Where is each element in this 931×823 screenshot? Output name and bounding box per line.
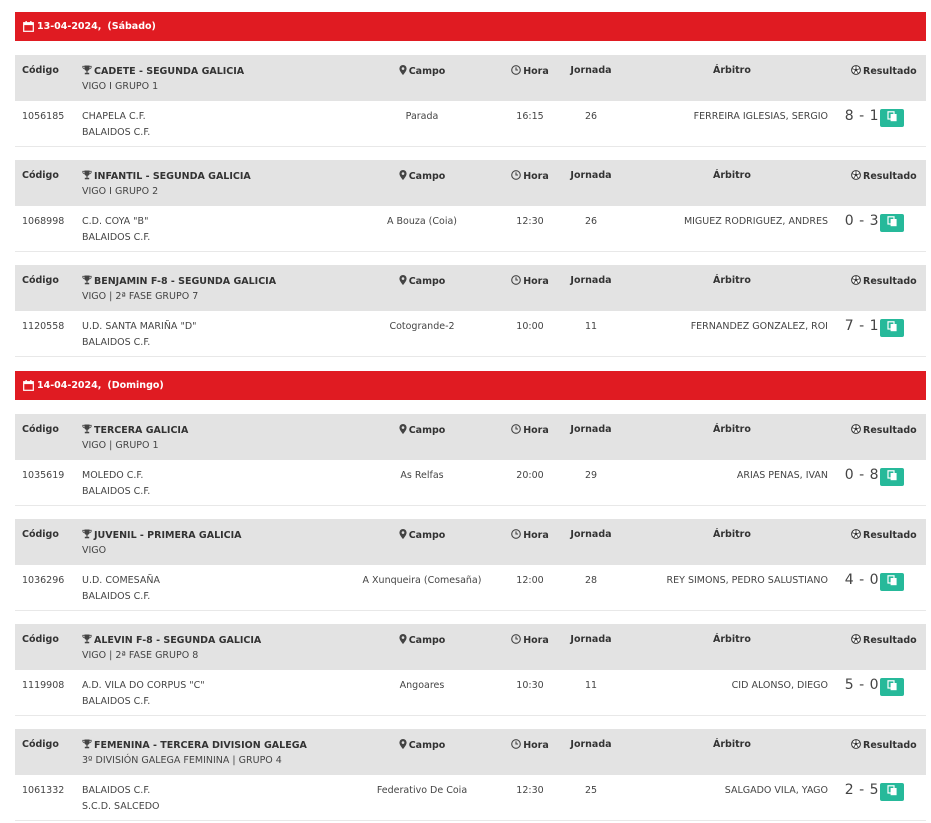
map-marker-icon (399, 529, 407, 542)
hora-header (510, 170, 550, 183)
copy-icon (887, 321, 898, 335)
campo-header-label: Campo (408, 530, 446, 541)
hora-value: 10:00 (516, 321, 544, 332)
away-team: BALAIDOS C.F. (82, 696, 151, 707)
resultado-header (851, 424, 917, 437)
date-header (15, 12, 926, 41)
jornada-header: Jornada (570, 424, 612, 435)
campo-value: Parada (405, 111, 439, 122)
competition-name: JUVENIL - PRIMERA GALICIA (94, 530, 242, 541)
arbitro-value: MIGUEZ RODRIGUEZ, ANDRES (683, 216, 828, 227)
competition-title (82, 634, 261, 647)
map-marker-icon (399, 275, 407, 288)
hora-header (510, 739, 550, 752)
jornada-value: 25 (584, 785, 598, 796)
campo-header-label: Campo (408, 66, 446, 77)
match-block (15, 265, 926, 357)
campo-header-label: Campo (408, 635, 446, 646)
soccer-ball-icon (851, 739, 861, 752)
soccer-ball-icon (851, 65, 861, 78)
result-score: 5 - 0 (844, 677, 879, 693)
jornada-value: 28 (584, 575, 598, 586)
arbitro-header: Árbitro (713, 275, 751, 286)
campo-header (348, 275, 496, 288)
calendar-icon (23, 380, 34, 391)
home-team: U.D. COMESAÑA (82, 575, 160, 586)
match-code: 1035619 (22, 470, 65, 481)
campo-header-label: Campo (408, 171, 446, 182)
competition-title (82, 529, 242, 542)
soccer-ball-icon (851, 634, 861, 647)
jornada-header: Jornada (570, 275, 612, 286)
campo-header-label: Campo (408, 276, 446, 287)
spacer (15, 611, 926, 624)
match-header-row (15, 55, 926, 101)
result-score: 0 - 3 (844, 213, 879, 229)
copy-icon (887, 470, 898, 484)
match-header-row (15, 624, 926, 670)
map-marker-icon (399, 424, 407, 437)
hora-value: 12:30 (516, 785, 544, 796)
hora-value: 20:00 (516, 470, 544, 481)
away-team: BALAIDOS C.F. (82, 337, 151, 348)
spacer (15, 147, 926, 160)
home-team: BALAIDOS C.F. (82, 785, 151, 796)
match-row (15, 775, 926, 821)
spacer (15, 252, 926, 265)
campo-value: Federativo De Coia (376, 785, 468, 796)
resultado-header (851, 275, 917, 288)
copy-result-button[interactable] (880, 319, 904, 337)
trophy-icon (82, 634, 92, 647)
result-score: 8 - 1 (844, 108, 879, 124)
match-row (15, 311, 926, 357)
trophy-icon (82, 529, 92, 542)
date-text: 13-04-2024, (37, 21, 102, 32)
weekday-text: (Sábado) (107, 21, 156, 32)
clock-icon (511, 424, 521, 437)
campo-value: Cotogrande-2 (389, 321, 455, 332)
jornada-header: Jornada (570, 170, 612, 181)
campo-header (348, 424, 496, 437)
resultado-header (851, 739, 917, 752)
arbitro-header: Árbitro (713, 634, 751, 645)
codigo-header: Código (22, 634, 59, 645)
copy-result-button[interactable] (880, 468, 904, 486)
soccer-ball-icon (851, 424, 861, 437)
competition-group: VIGO | 2ª FASE GRUPO 8 (82, 650, 199, 661)
trophy-icon (82, 65, 92, 78)
competition-name: ALEVIN F-8 - SEGUNDA GALICIA (94, 635, 262, 646)
resultado-header-label: Resultado (863, 276, 917, 287)
competition-group: VIGO | 2ª FASE GRUPO 7 (82, 291, 199, 302)
resultado-header (851, 529, 917, 542)
competition-name: INFANTIL - SEGUNDA GALICIA (94, 171, 251, 182)
away-team: BALAIDOS C.F. (82, 486, 151, 497)
codigo-header: Código (22, 424, 59, 435)
competition-title (82, 739, 307, 752)
map-marker-icon (399, 170, 407, 183)
campo-header-label: Campo (408, 740, 446, 751)
result-score: 7 - 1 (844, 318, 879, 334)
campo-header (348, 170, 496, 183)
codigo-header: Código (22, 529, 59, 540)
competition-name: FEMENINA - TERCERA DIVISION GALEGA (94, 740, 307, 751)
match-block (15, 624, 926, 716)
arbitro-value: ARIAS PENAS, IVAN (736, 470, 828, 481)
arbitro-value: REY SIMONS, PEDRO SALUSTIANO (666, 575, 828, 586)
arbitro-header: Árbitro (713, 65, 751, 76)
hora-value: 12:30 (516, 216, 544, 227)
codigo-header: Código (22, 739, 59, 750)
match-block (15, 414, 926, 506)
calendar-icon (23, 21, 34, 32)
arbitro-header: Árbitro (713, 170, 751, 181)
map-marker-icon (399, 739, 407, 752)
arbitro-value: SALGADO VILA, YAGO (724, 785, 828, 796)
match-block (15, 729, 926, 821)
competition-title (82, 424, 188, 437)
match-row (15, 460, 926, 506)
away-team: BALAIDOS C.F. (82, 232, 151, 243)
home-team: C.D. COYA "B" (82, 216, 149, 227)
home-team: MOLEDO C.F. (82, 470, 144, 481)
hora-value: 12:00 (516, 575, 544, 586)
copy-icon (887, 680, 898, 694)
arbitro-value: FERREIRA IGLESIAS, SERGIO (693, 111, 828, 122)
competition-group: VIGO I GRUPO 2 (82, 186, 159, 197)
copy-result-button[interactable] (880, 109, 904, 127)
competition-title (82, 170, 251, 183)
copy-result-button[interactable] (880, 573, 904, 591)
matches-list (15, 12, 926, 823)
match-code: 1061332 (22, 785, 65, 796)
match-row (15, 670, 926, 716)
hora-header (510, 424, 550, 437)
campo-header-label: Campo (408, 425, 446, 436)
jornada-header: Jornada (570, 634, 612, 645)
match-code: 1120558 (22, 321, 65, 332)
resultado-header (851, 65, 917, 78)
resultado-header-label: Resultado (863, 740, 917, 751)
campo-header (348, 739, 496, 752)
trophy-icon (82, 739, 92, 752)
match-row (15, 565, 926, 611)
clock-icon (511, 529, 521, 542)
jornada-value: 11 (584, 680, 598, 691)
jornada-value: 11 (584, 321, 598, 332)
match-block (15, 160, 926, 252)
copy-icon (887, 111, 898, 125)
campo-header (348, 529, 496, 542)
resultado-header-label: Resultado (863, 171, 917, 182)
soccer-ball-icon (851, 529, 861, 542)
match-block (15, 519, 926, 611)
campo-value: A Bouza (Coia) (386, 216, 458, 227)
competition-group: 3º DIVISIÓN GALEGA FEMININA | GRUPO 4 (82, 755, 282, 766)
hora-header (510, 65, 550, 78)
date-text: 14-04-2024, (37, 380, 102, 391)
hora-value: 10:30 (516, 680, 544, 691)
map-marker-icon (399, 634, 407, 647)
match-header-row (15, 519, 926, 565)
hora-value: 16:15 (516, 111, 544, 122)
competition-group: VIGO (82, 545, 107, 556)
arbitro-header: Árbitro (713, 424, 751, 435)
spacer (15, 506, 926, 519)
campo-value: Angoares (399, 680, 445, 691)
jornada-value: 29 (584, 470, 598, 481)
spacer (15, 41, 926, 55)
jornada-value: 26 (584, 111, 598, 122)
campo-header (348, 65, 496, 78)
clock-icon (511, 65, 521, 78)
match-code: 1068998 (22, 216, 65, 227)
resultado-header-label: Resultado (863, 425, 917, 436)
arbitro-value: CID ALONSO, DIEGO (731, 680, 828, 691)
map-marker-icon (399, 65, 407, 78)
codigo-header: Código (22, 275, 59, 286)
resultado-header-label: Resultado (863, 530, 917, 541)
match-header-row (15, 265, 926, 311)
hora-header-label: Hora (523, 425, 549, 436)
trophy-icon (82, 275, 92, 288)
away-team: BALAIDOS C.F. (82, 591, 151, 602)
campo-value: As Relfas (400, 470, 444, 481)
result-score: 0 - 8 (844, 467, 879, 483)
resultado-header (851, 634, 917, 647)
clock-icon (511, 634, 521, 647)
hora-header-label: Hora (523, 530, 549, 541)
competition-title (82, 65, 244, 78)
resultado-header-label: Resultado (863, 66, 917, 77)
copy-icon (887, 785, 898, 799)
away-team: S.C.D. SALCEDO (82, 801, 160, 812)
copy-icon (887, 216, 898, 230)
arbitro-value: FERNANDEZ GONZALEZ, ROI (690, 321, 828, 332)
competition-group: VIGO | GRUPO 1 (82, 440, 159, 451)
match-code: 1036296 (22, 575, 65, 586)
competition-name: CADETE - SEGUNDA GALICIA (94, 66, 245, 77)
copy-icon (887, 575, 898, 589)
trophy-icon (82, 424, 92, 437)
codigo-header: Código (22, 65, 59, 76)
copy-result-button[interactable] (880, 214, 904, 232)
clock-icon (511, 170, 521, 183)
match-row (15, 206, 926, 252)
match-header-row (15, 729, 926, 775)
hora-header-label: Hora (523, 171, 549, 182)
jornada-value: 26 (584, 216, 598, 227)
match-header-row (15, 160, 926, 206)
competition-name: BENJAMIN F-8 - SEGUNDA GALICIA (94, 276, 277, 287)
match-header-row (15, 414, 926, 460)
match-code: 1056185 (22, 111, 65, 122)
weekday-text: (Domingo) (107, 380, 164, 391)
copy-result-button[interactable] (880, 678, 904, 696)
hora-header-label: Hora (523, 635, 549, 646)
jornada-header: Jornada (570, 65, 612, 76)
hora-header-label: Hora (523, 276, 549, 287)
copy-result-button[interactable] (880, 783, 904, 801)
home-team: CHAPELA C.F. (82, 111, 146, 122)
jornada-header: Jornada (570, 739, 612, 750)
soccer-ball-icon (851, 275, 861, 288)
match-row (15, 101, 926, 147)
resultado-header (851, 170, 917, 183)
hora-header-label: Hora (523, 740, 549, 751)
clock-icon (511, 275, 521, 288)
arbitro-header: Árbitro (713, 529, 751, 540)
codigo-header: Código (22, 170, 59, 181)
result-score: 4 - 0 (844, 572, 879, 588)
clock-icon (511, 739, 521, 752)
arbitro-header: Árbitro (713, 739, 751, 750)
date-header (15, 371, 926, 400)
match-code: 1119908 (22, 680, 65, 691)
spacer (15, 357, 926, 371)
hora-header (510, 634, 550, 647)
hora-header (510, 529, 550, 542)
campo-header (348, 634, 496, 647)
hora-header (510, 275, 550, 288)
spacer (15, 716, 926, 729)
result-score: 2 - 5 (844, 782, 879, 798)
soccer-ball-icon (851, 170, 861, 183)
competition-group: VIGO I GRUPO 1 (82, 81, 159, 92)
home-team: U.D. SANTA MARIÑA "D" (82, 321, 197, 332)
competition-name: TERCERA GALICIA (94, 425, 189, 436)
match-block (15, 55, 926, 147)
spacer (15, 400, 926, 414)
away-team: BALAIDOS C.F. (82, 127, 151, 138)
trophy-icon (82, 170, 92, 183)
hora-header-label: Hora (523, 66, 549, 77)
jornada-header: Jornada (570, 529, 612, 540)
campo-value: A Xunqueira (Comesaña) (362, 575, 482, 586)
home-team: A.D. VILA DO CORPUS "C" (82, 680, 205, 691)
resultado-header-label: Resultado (863, 635, 917, 646)
competition-title (82, 275, 276, 288)
